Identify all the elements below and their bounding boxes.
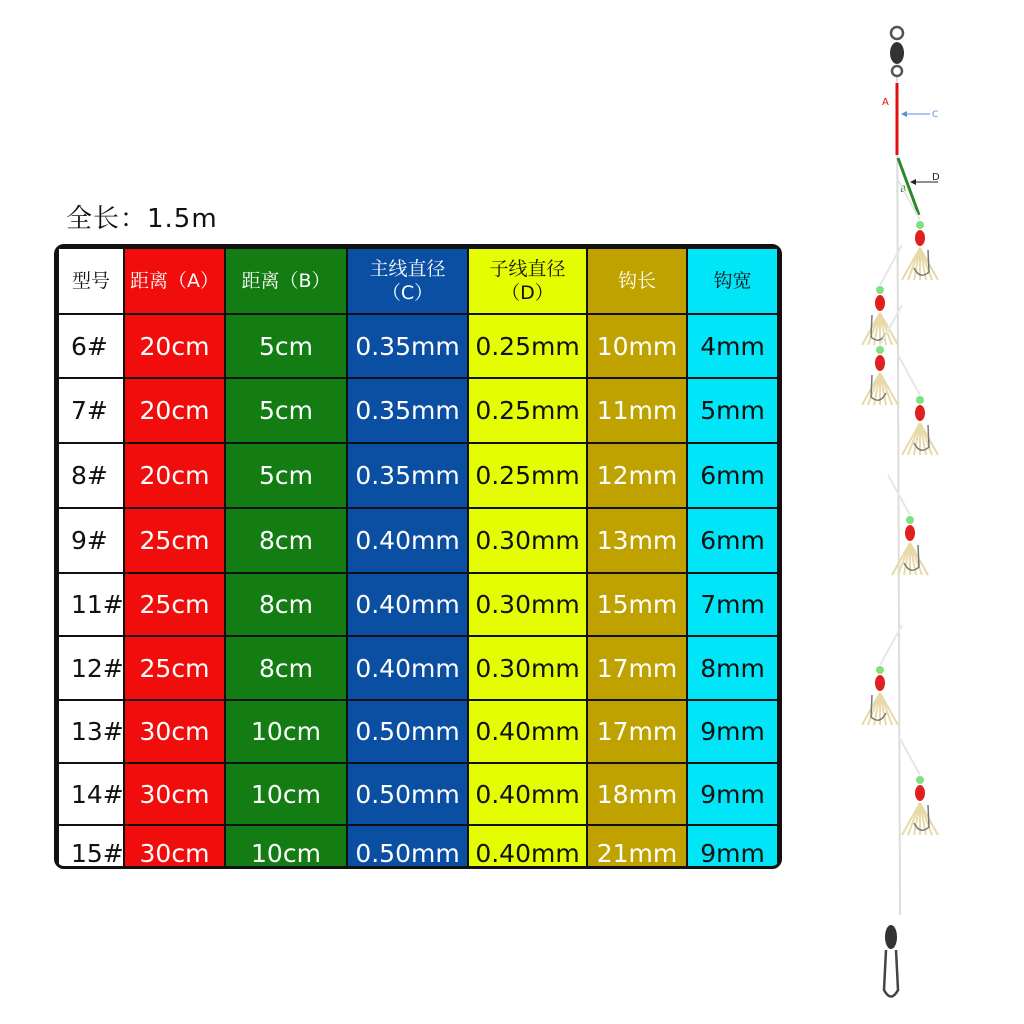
spec-table <box>54 244 782 869</box>
fishing-rig-diagram <box>820 15 990 1015</box>
cell-distance-a: 20cm <box>124 378 225 443</box>
header-main-line-diameter <box>347 248 468 314</box>
cell-distance-a: 30cm <box>124 763 225 825</box>
header-label: 子线直径 <box>489 258 566 280</box>
cell-hook-length: 10mm <box>587 314 687 378</box>
label-d: D <box>932 172 940 183</box>
header-hook-length: 钩长 <box>587 248 687 314</box>
cell-main-line-diameter: 0.40mm <box>347 573 468 636</box>
header-distance-b: 距离（B） <box>225 248 347 314</box>
table-header-row <box>58 248 778 314</box>
table-row <box>58 378 778 443</box>
cell-distance-a: 20cm <box>124 314 225 378</box>
table-row <box>58 700 778 763</box>
cell-sub-line-diameter: 0.30mm <box>468 573 587 636</box>
table-row <box>58 508 778 573</box>
cell-distance-b: 5cm <box>225 314 347 378</box>
cell-main-line-diameter: 0.35mm <box>347 443 468 508</box>
table-row <box>58 825 778 869</box>
cell-main-line-diameter: 0.50mm <box>347 763 468 825</box>
cell-distance-a: 20cm <box>124 443 225 508</box>
swivel-icon <box>890 27 904 76</box>
cell-hook-width: 4mm <box>687 314 778 378</box>
cell-model: 14# <box>58 763 124 825</box>
cell-sub-line-diameter: 0.40mm <box>468 763 587 825</box>
cell-sub-line-diameter: 0.25mm <box>468 378 587 443</box>
cell-distance-b: 10cm <box>225 825 347 869</box>
cell-distance-b: 5cm <box>225 378 347 443</box>
cell-sub-line-diameter: 0.40mm <box>468 825 587 869</box>
cell-main-line-diameter: 0.35mm <box>347 314 468 378</box>
cell-distance-b: 8cm <box>225 573 347 636</box>
label-c: C <box>932 110 939 120</box>
cell-hook-width: 9mm <box>687 700 778 763</box>
cell-hook-length: 17mm <box>587 700 687 763</box>
cell-model: 12# <box>58 636 124 700</box>
cell-main-line-diameter: 0.50mm <box>347 700 468 763</box>
cell-distance-b: 8cm <box>225 636 347 700</box>
cell-sub-line-diameter: 0.40mm <box>468 700 587 763</box>
cell-hook-length: 15mm <box>587 573 687 636</box>
cell-hook-length: 12mm <box>587 443 687 508</box>
cell-distance-b: 8cm <box>225 508 347 573</box>
table-row <box>58 763 778 825</box>
cell-model: 13# <box>58 700 124 763</box>
header-hook-width: 钩宽 <box>687 248 778 314</box>
cell-model: 9# <box>58 508 124 573</box>
hook-icon <box>862 245 902 345</box>
cell-hook-length: 18mm <box>587 763 687 825</box>
header-label: 主线直径 <box>369 258 446 280</box>
cell-distance-b: 10cm <box>225 763 347 825</box>
table-row <box>58 636 778 700</box>
cell-distance-b: 5cm <box>225 443 347 508</box>
header-sub-label: （D） <box>501 282 554 304</box>
cell-sub-line-diameter: 0.25mm <box>468 443 587 508</box>
cell-main-line-diameter: 0.50mm <box>347 825 468 869</box>
cell-distance-a: 25cm <box>124 573 225 636</box>
cell-hook-length: 13mm <box>587 508 687 573</box>
cell-sub-line-diameter: 0.25mm <box>468 314 587 378</box>
cell-distance-a: 25cm <box>124 508 225 573</box>
hook-icon <box>888 475 928 575</box>
cell-distance-a: 25cm <box>124 636 225 700</box>
header-distance-a: 距离（A） <box>124 248 225 314</box>
cell-hook-width: 8mm <box>687 636 778 700</box>
header-sub-label: （C） <box>381 282 434 304</box>
table-row <box>58 573 778 636</box>
cell-hook-width: 9mm <box>687 825 778 869</box>
cell-model: 7# <box>58 378 124 443</box>
cell-distance-b: 10cm <box>225 700 347 763</box>
cell-main-line-diameter: 0.35mm <box>347 378 468 443</box>
cell-hook-width: 6mm <box>687 443 778 508</box>
cell-main-line-diameter: 0.40mm <box>347 508 468 573</box>
cell-model: 6# <box>58 314 124 378</box>
cell-hook-width: 6mm <box>687 508 778 573</box>
cell-sub-line-diameter: 0.30mm <box>468 508 587 573</box>
total-length-title: 全长：1.5m <box>66 204 218 234</box>
cell-model: 8# <box>58 443 124 508</box>
cell-sub-line-diameter: 0.30mm <box>468 636 587 700</box>
cell-hook-width: 7mm <box>687 573 778 636</box>
snap-icon <box>884 925 898 997</box>
cell-model: 11# <box>58 573 124 636</box>
hook-icon <box>898 180 938 280</box>
hook-icon <box>898 735 938 835</box>
cell-main-line-diameter: 0.40mm <box>347 636 468 700</box>
table-row <box>58 443 778 508</box>
cell-hook-width: 9mm <box>687 763 778 825</box>
cell-distance-a: 30cm <box>124 700 225 763</box>
table-row <box>58 314 778 378</box>
cell-hook-length: 11mm <box>587 378 687 443</box>
cell-hook-width: 5mm <box>687 378 778 443</box>
cell-hook-length: 17mm <box>587 636 687 700</box>
hook-icon <box>862 625 902 725</box>
hook-icon <box>898 355 938 455</box>
label-a: A <box>882 97 889 108</box>
header-model: 型号 <box>58 248 124 314</box>
header-sub-line-diameter <box>468 248 587 314</box>
cell-model: 15# <box>58 825 124 869</box>
cell-hook-length: 21mm <box>587 825 687 869</box>
cell-distance-a: 30cm <box>124 825 225 869</box>
label-b: B <box>900 185 907 195</box>
